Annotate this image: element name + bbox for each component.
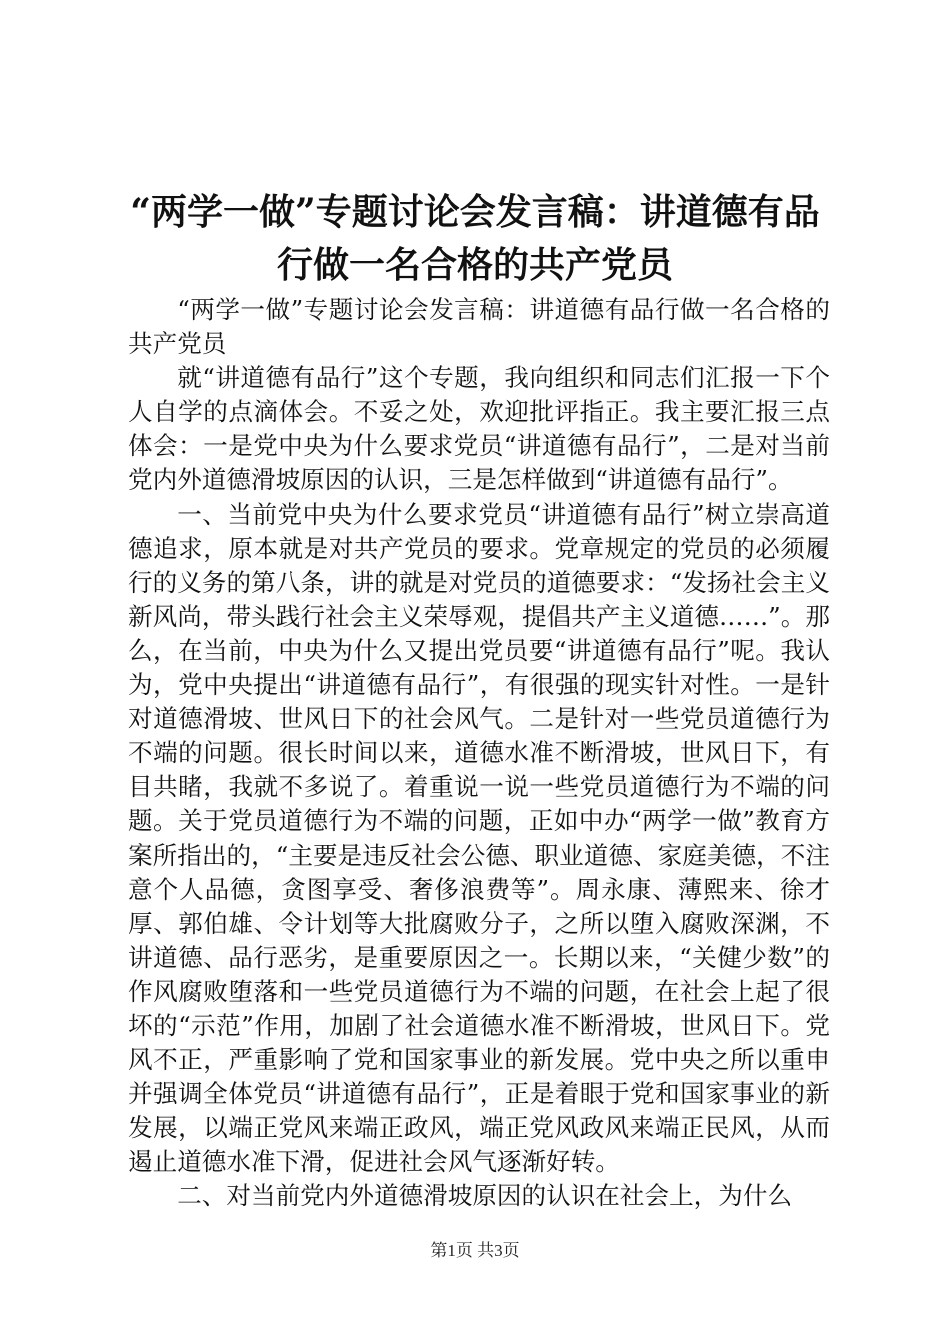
body-paragraph: 二、对当前党内外道德滑坡原因的认识在社会上，为什么 — [177, 1181, 793, 1211]
page-number-footer: 第1页 共3页 — [430, 1241, 520, 1260]
document-body — [128, 293, 830, 1214]
body-paragraph: “两学一做”专题讨论会发言稿：讲道德有品行做一名合格的共产党员 — [128, 295, 830, 359]
body-paragraph: 就“讲道德有品行”这个专题，我向组织和同志们汇报一下个人自学的点滴体会。不妥之处，欢迎批评指正。我主要汇报三点体会：一是党中央为什么要求党员“讲道德有品行”，二是对当前党内外道德滑坡原因的认识，三是怎样做到“讲道德有品行”。 — [128, 363, 830, 495]
document-title: “两学一做”专题讨论会发言稿：讲道德有品行做一名合格的共产党员 — [130, 191, 820, 286]
body-paragraph: 一、当前党中央为什么要求党员“讲道德有品行”树立崇高道德追求，原本就是对共产党员的要求。党章规定的党员的必须履行的义务的第八条，讲的就是对党员的道德要求：“发扬社会主义新风尚，带头践行社会主义荣辱观，提倡共产主义道德……”。那么，在当前，中央为什么又提出党员要“讲道德有品行”呢。我认为，党中央提出“讲道德有品行”，有很强的现实针对性。一是针对道德滑坡、世风日下的社会风气。二是针对一些党员道德行为不端的问题。很长时间以来，道德水准不断滑坡，世风日下，有目共睹，我就不多说了。着重说一说一些党员道德行为不端的问题。关于党员道德行为不端的问题，正如中办“两学一做”教育方案所指出的，“主要是违反社会公德、职业道德、家庭美德，不注意个人品德，贪图享受、奢侈浪费等”。周永康、薄熙来、徐才厚、郭伯雄、令计划等大批腐败分子，之所以堕入腐败深渊，不讲道德、品行恶劣，是重要原因之一。长期以来，“关健少数”的作风腐败堕落和一些党员道德行为不端的问题，在社会上起了很坏的“示范”作用，加剧了社会道德水准不断滑坡，世风日下。党风不正，严重影响了党和国家事业的新发展。党中央之所以重申并强调全体党员“讲道德有品行”，正是着眼于党和国家事业的新发展，以端正党风来端正政风，端正党风政风来端正民风，从而遏止道德水准下滑，促进社会风气逐渐好转。 — [128, 499, 830, 1177]
